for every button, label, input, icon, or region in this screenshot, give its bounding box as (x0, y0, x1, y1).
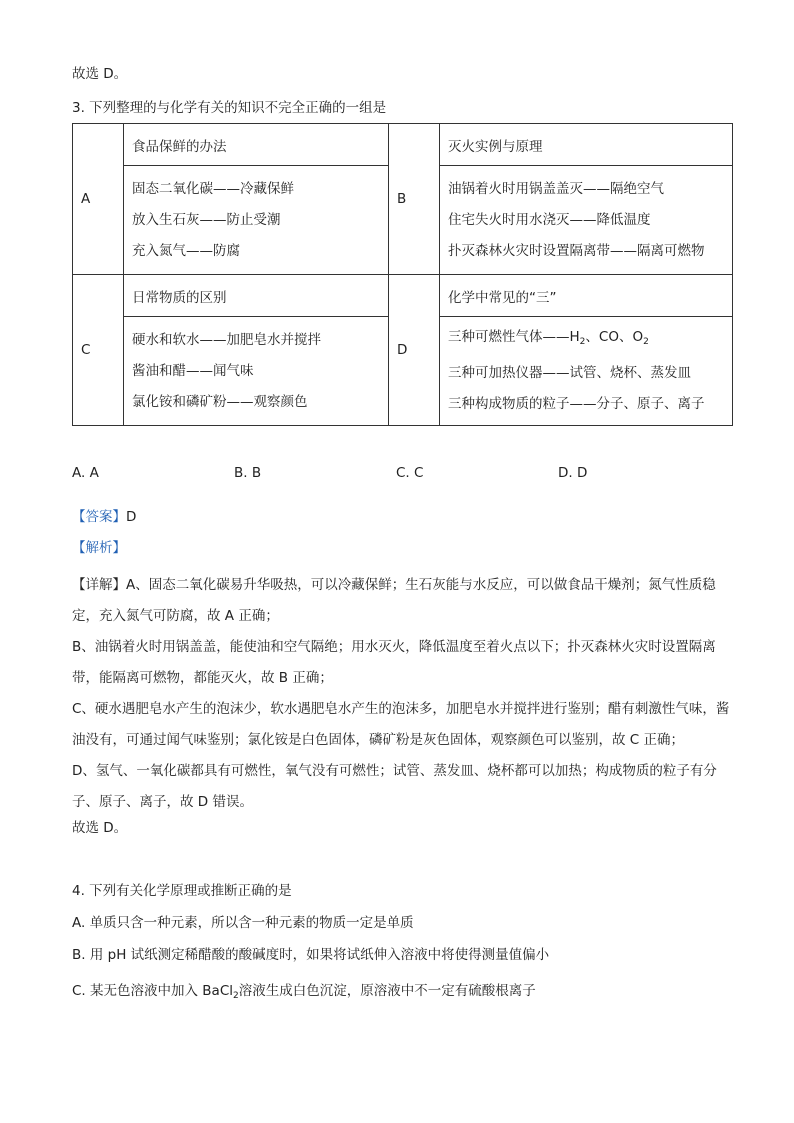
row-label-c: C (73, 275, 124, 426)
cell-a-line-1: 固态二氧化碳——冷藏保鲜 (132, 180, 294, 197)
subscript-2: 2 (233, 991, 239, 1001)
cell-c-body (124, 317, 389, 426)
cell-d-line-1 (448, 322, 732, 358)
cell-a-line-2: 放入生石灰——防止受潮 (132, 211, 281, 228)
option-a[interactable]: A. A (72, 465, 99, 481)
cell-c-line-3: 氯化铵和磷矿粉——观察颜色 (132, 393, 308, 410)
option-c-suffix: 溶液生成白色沉淀，原溶液中不一定有硫酸根离子 (238, 983, 536, 999)
cell-a-body (124, 166, 389, 275)
cell-c-line-1: 硬水和软水——加肥皂水并搅拌 (132, 331, 321, 348)
subscript-2: 2 (643, 337, 649, 347)
question-3-options (72, 465, 732, 485)
row-label-b: B (389, 124, 440, 275)
detail-paragraph-a: 【详解】A、固态二氧化碳易升华吸热，可以冷藏保鲜；生石灰能与水反应，可以做食品干燥剂；氮气性质稳定，充入氮气可防腐，故 A 正确； (72, 577, 716, 624)
question-4-option-a[interactable]: A. 单质只含一种元素，所以含一种元素的物质一定是单质 (72, 915, 414, 931)
option-c-prefix: C. 某无色溶液中加入 BaCl (72, 983, 234, 999)
cell-d-header: 化学中常见的“三” (440, 275, 733, 317)
cell-b-line-2: 住宅失火时用水浇灭——降低温度 (448, 211, 651, 228)
detail-paragraph-d: D、氢气、一氧化碳都具有可燃性，氧气没有可燃性；试管、蒸发皿、烧杯都可以加热；构成物质的粒子有分子、原子、离子，故 D 错误。 (72, 763, 717, 810)
cell-b-line-1: 油锅着火时用锅盖盖灭——隔绝空气 (448, 180, 664, 197)
formula-co-o-text: 、CO、O (585, 329, 644, 345)
row-label-d: D (389, 275, 440, 426)
cell-d-line-3: 三种构成物质的粒子——分子、原子、离子 (448, 396, 705, 412)
cell-a-line-3: 充入氮气——防腐 (132, 242, 240, 259)
detail-paragraph-b: B、油锅着火时用锅盖盖，能使油和空气隔绝；用水灭火，降低温度至着火点以下；扑灭森林火灾时设置隔离带，能隔离可燃物，都能灭火，故 B 正确； (72, 639, 716, 686)
cell-b-body (440, 166, 733, 275)
previous-conclusion: 故选 D。 (72, 66, 128, 82)
option-b[interactable]: B. B (234, 465, 262, 481)
question-4-option-c[interactable] (72, 981, 536, 1006)
formula-h-text: 三种可燃性气体——H (448, 329, 580, 345)
option-d[interactable]: D. D (558, 465, 588, 481)
cell-a-header: 食品保鲜的办法 (124, 124, 389, 166)
cell-d-line-2: 三种可加热仪器——试管、烧杯、蒸发皿 (448, 365, 691, 381)
analysis-label: 【解析】 (72, 540, 126, 556)
question-3-stem: 3. 下列整理的与化学有关的知识不完全正确的一组是 (72, 100, 387, 116)
cell-d-body (440, 317, 733, 426)
cell-c-header: 日常物质的区别 (124, 275, 389, 317)
question-4-option-b[interactable]: B. 用 pH 试纸测定稀醋酸的酸碱度时，如果将试纸伸入溶液中将使得测量值偏小 (72, 947, 550, 963)
option-c[interactable]: C. C (396, 465, 424, 481)
knowledge-table (72, 123, 733, 426)
answer-label: 【答案】 (72, 509, 126, 525)
question-4-stem: 4. 下列有关化学原理或推断正确的是 (72, 883, 292, 899)
detail-explanation (72, 570, 732, 818)
cell-c-line-2: 酱油和醋——闻气味 (132, 362, 254, 379)
detail-paragraph-c: C、硬水遇肥皂水产生的泡沫少，软水遇肥皂水产生的泡沫多，加肥皂水并搅拌进行鉴别；醋有刺激性气味，酱油没有，可通过闻气味鉴别；氯化铵是白色固体，磷矿粉是灰色固体，观察颜色可以鉴别，故 C 正确； (72, 701, 730, 748)
row-label-a: A (73, 124, 124, 275)
cell-b-header: 灭火实例与原理 (440, 124, 733, 166)
question-3-conclusion: 故选 D。 (72, 820, 128, 836)
answer-value: D (126, 509, 137, 525)
subscript-2: 2 (579, 337, 586, 347)
cell-b-line-3: 扑灭森林火灾时设置隔离带——隔离可燃物 (448, 242, 705, 259)
answer-line (72, 507, 136, 527)
